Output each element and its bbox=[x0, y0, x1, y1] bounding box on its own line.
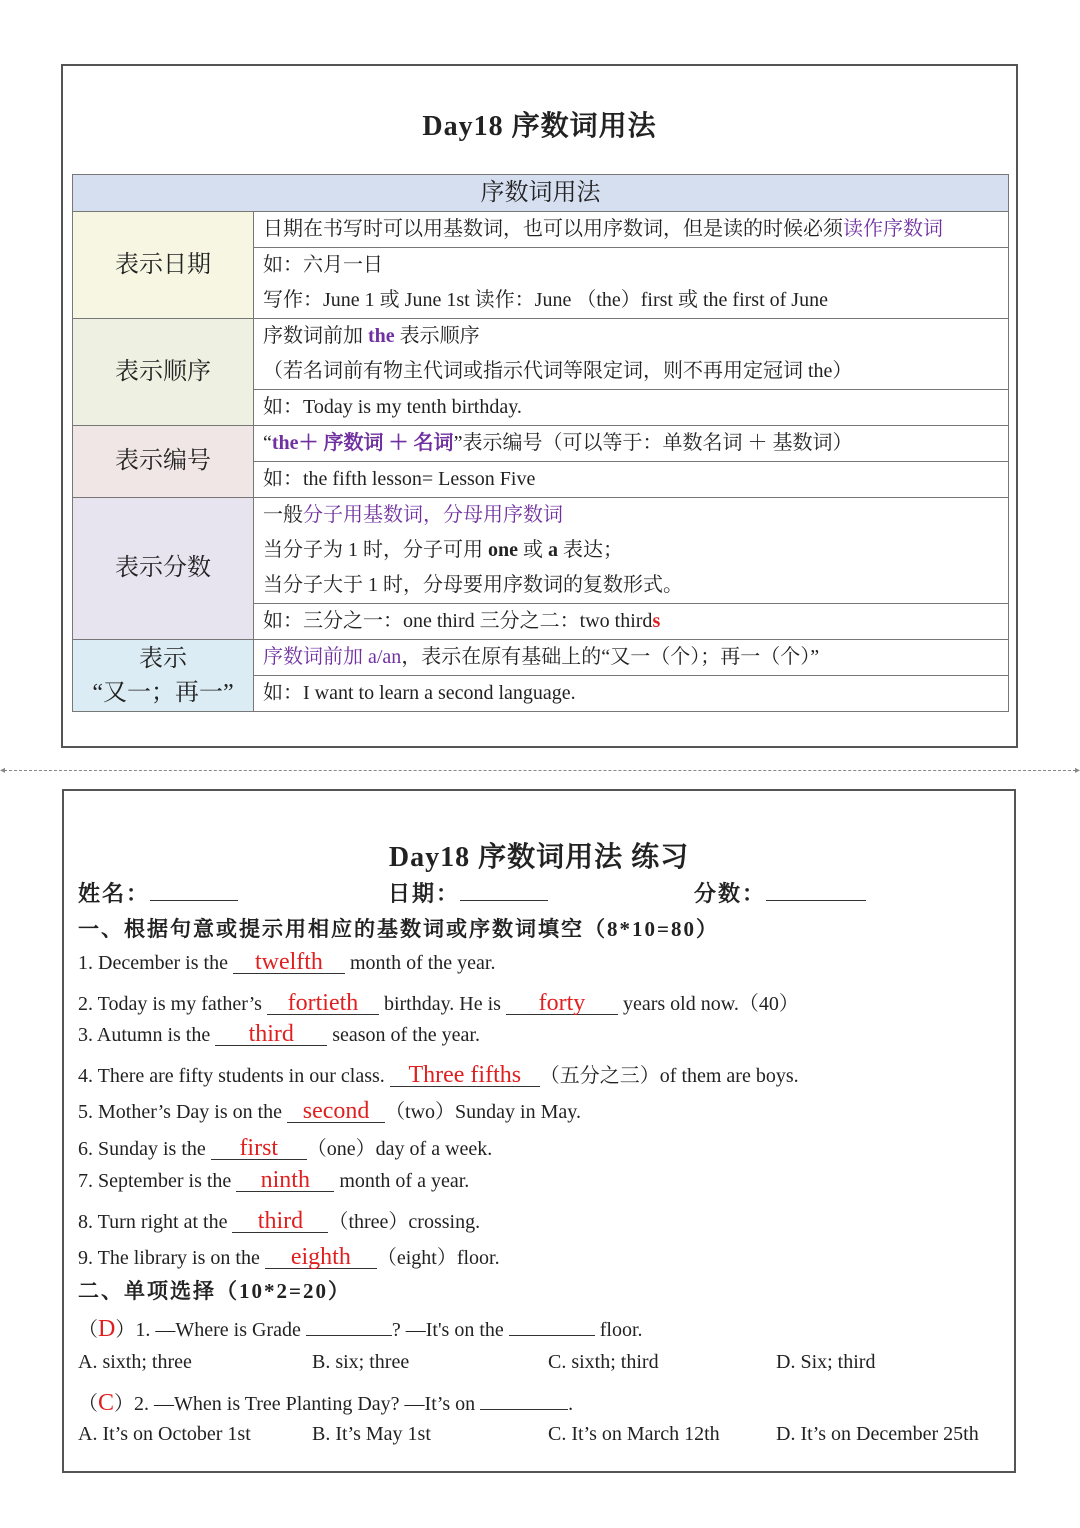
question-2: 2. Today is my father’s fortieth birthday. He is forty years old now.（40） bbox=[78, 990, 799, 1016]
option-b[interactable]: B. six; three bbox=[312, 1351, 410, 1373]
info-line bbox=[694, 877, 866, 908]
answer-blank[interactable]: Three fifths bbox=[390, 1064, 540, 1087]
dashed-divider bbox=[0, 765, 1080, 776]
answer-blank[interactable]: fortieth bbox=[267, 992, 379, 1015]
date-label: 日期： bbox=[388, 881, 461, 906]
answer-blank[interactable]: eighth bbox=[265, 1246, 377, 1269]
category-another: 表示 “又一；再一” bbox=[73, 640, 254, 712]
option-c[interactable]: C. It’s on March 12th bbox=[548, 1423, 720, 1445]
example-line: 如：Today is my tenth birthday. bbox=[254, 390, 1009, 426]
score-label: 分数： bbox=[694, 881, 767, 906]
option-d[interactable]: D. It’s on December 25th bbox=[776, 1423, 979, 1445]
grammar-table bbox=[72, 174, 1009, 712]
example-line: 如：the fifth lesson= Lesson Five bbox=[254, 462, 1009, 498]
rule-line: 当分子大于 1 时，分母要用序数词的复数形式。 bbox=[254, 568, 1009, 604]
rule-line: 序数词前加 a/an，表示在原有基础上的“又一（个）；再一（个）” bbox=[254, 640, 1009, 676]
mc-answer[interactable]: D bbox=[98, 1316, 116, 1342]
category-fraction: 表示分数 bbox=[73, 498, 254, 640]
name-field[interactable] bbox=[150, 900, 238, 901]
answer-blank[interactable]: ninth bbox=[236, 1169, 334, 1192]
section-heading: 二、单项选择（10*2=20） bbox=[78, 1279, 351, 1303]
mc-question-2: （C）2. —When is Tree Planting Day? —It’s on . bbox=[78, 1390, 574, 1416]
example-line: 写作：June 1 或 June 1st 读作：June （the）first 或 the first of June bbox=[254, 283, 1009, 319]
category-date: 表示日期 bbox=[73, 212, 254, 319]
example-line: 如：六月一日 bbox=[254, 248, 1009, 284]
answer-blank[interactable]: third bbox=[215, 1023, 327, 1046]
example-line: 如：三分之一：one third 三分之二：two thirds bbox=[254, 604, 1009, 640]
rule-line: 当分子为 1 时，分子可用 one 或 a 表达； bbox=[254, 533, 1009, 568]
question-1: 1. December is the twelfth month of the year. bbox=[78, 949, 496, 975]
question-3: 3. Autumn is the third season of the year. bbox=[78, 1021, 480, 1047]
answer-blank[interactable] bbox=[306, 1335, 392, 1336]
question-8: 8. Turn right at the third （three）crossing. bbox=[78, 1208, 481, 1234]
score-field[interactable] bbox=[766, 900, 866, 901]
info-line bbox=[78, 877, 238, 908]
option-a[interactable]: A. sixth; three bbox=[78, 1351, 192, 1373]
mc-answer[interactable]: C bbox=[98, 1390, 115, 1416]
example-line: 如：I want to learn a second language. bbox=[254, 676, 1009, 712]
option-a[interactable]: A. It’s on October 1st bbox=[78, 1423, 251, 1445]
info-line bbox=[388, 877, 548, 908]
question-7: 7. September is the ninth month of a year. bbox=[78, 1167, 470, 1193]
question-6: 6. Sunday is the first （one）day of a week. bbox=[78, 1135, 493, 1161]
answer-blank[interactable]: third bbox=[232, 1210, 328, 1233]
exercise-title: Day18 序数词用法 练习 bbox=[388, 842, 690, 873]
rule-line: 一般分子用基数词，分母用序数词 bbox=[254, 498, 1009, 534]
option-c[interactable]: C. sixth; third bbox=[548, 1351, 659, 1373]
date-field[interactable] bbox=[460, 900, 548, 901]
mc-question-1: （D）1. —Where is Grade ? —It's on the floor. bbox=[78, 1316, 643, 1342]
section-heading: 一、根据句意或提示用相应的基数词或序数词填空（8*10=80） bbox=[78, 917, 719, 941]
answer-blank[interactable]: first bbox=[211, 1137, 307, 1160]
arrow-left-icon: ◂ bbox=[0, 765, 6, 776]
exercise-panel bbox=[62, 789, 1016, 1473]
question-4: 4. There are fifty students in our class. Three fifths （五分之三）of them are boys. bbox=[78, 1062, 799, 1088]
grammar-panel bbox=[61, 64, 1018, 748]
rule-line: “the＋ 序数词 ＋ 名词”表示编号（可以等于：单数名词 ＋ 基数词） bbox=[254, 426, 1009, 462]
category-number: 表示编号 bbox=[73, 426, 254, 498]
answer-blank[interactable] bbox=[480, 1409, 568, 1410]
name-label: 姓名： bbox=[78, 881, 151, 906]
option-b[interactable]: B. It’s May 1st bbox=[312, 1423, 431, 1445]
category-order: 表示顺序 bbox=[73, 319, 254, 426]
question-5: 5. Mother’s Day is on the second （two）Sunday in May. bbox=[78, 1098, 581, 1124]
table-header: 序数词用法 bbox=[73, 175, 1009, 212]
page-title: Day18 序数词用法 bbox=[422, 111, 657, 142]
arrow-right-icon: ▸ bbox=[1074, 765, 1080, 776]
answer-blank[interactable] bbox=[509, 1335, 595, 1336]
rule-line: 序数词前加 the 表示顺序 bbox=[254, 319, 1009, 355]
option-d[interactable]: D. Six; third bbox=[776, 1351, 876, 1373]
answer-blank[interactable]: second bbox=[287, 1100, 385, 1123]
rule-line: （若名词前有物主代词或指示代词等限定词，则不再用定冠词 the） bbox=[254, 354, 1009, 390]
rule-line: 日期在书写时可以用基数词，也可以用序数词，但是读的时候必须读作序数词 bbox=[254, 212, 1009, 248]
question-9: 9. The library is on the eighth （eight）floor. bbox=[78, 1244, 500, 1270]
answer-blank[interactable]: twelfth bbox=[233, 951, 345, 974]
answer-blank[interactable]: forty bbox=[506, 992, 618, 1015]
